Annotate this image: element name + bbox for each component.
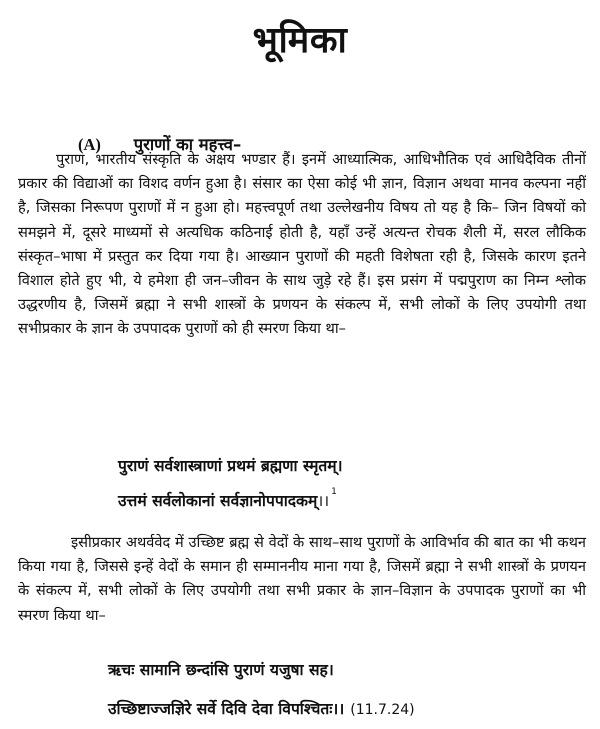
verse-line-2 [118,489,337,511]
verse-line-1: पुराणं सर्वशास्त्राणां प्रथमं ब्रह्मणा स्मृतम्। [118,457,343,475]
paragraph-atharvaveda: इसीप्रकार अथर्ववेद में उच्छिष्ट ब्रह्म से वेदों के साथ–साथ पुराणों के आविर्भाव की बात का भी कथन किया गया है, जिससे इन्हें वेदों के समान ही सम्माननीय माना गया है, जिसमें ब्रह्मा ने सभी शास्त्रों के प्रणयन के संकल्प में, सभी लोकों के लिए उपयोगी तथा सभी प्रकार के ज्ञान–विज्ञान के उपपादक पुराणों का भी स्मरण किया था– [18,534,586,624]
verse-line-2-danda: ।। [317,492,330,510]
verse-reference: (11.7.24) [350,702,415,718]
verse-line-3: ऋचः सामानि छन्दांसि पुराणं यजुषा सह। [108,661,334,679]
section-title: पुराणों का महत्त्व– [133,135,242,154]
page-title: भूमिका [252,20,348,61]
section-label: (A) [78,135,101,154]
verse-line-4 [108,697,415,719]
verse-line-4-text: उच्छिष्टाज्जज्ञिरे सर्वे दिवि देवा विपश्चितः।। [108,700,345,718]
verse-line-2-text: उत्तमं सर्वलोकानां सर्वज्ञानोपपादकम् [118,492,318,510]
paragraph-intro: पुराण, भारतीय संस्कृति के अक्षय भण्डार हैं। इनमें आध्यात्मिक, आधिभौतिक एवं आधिदैविक तीनों प्रकार की विद्याओं का विशद वर्णन हुआ है। संसार का ऐसा कोई भी ज्ञान, विज्ञान अथवा मानव कल्पना नहीं है, जिसका निरूपण पुराणों में न हुआ हो। महत्त्वपूर्ण तथा उल्लेखनीय विषय तो यह है कि– जिन विषयों को समझने में, दूसरे माध्यमों से अत्यधिक कठिनाई होती है, यहाँ उन्हें अत्यन्त रोचक शैली में, सरल लौकिक संस्कृत–भाषा में प्रस्तुत कर दिया गया है। आख्यान पुराणों की महती विशेषता रही है, जिसके कारण इतने विशाल होते हुए भी, ये हमेशा ही जन–जीवन के साथ जुड़े रहे हैं। इस प्रसंग में पद्मपुराण का निम्न श्लोक उद्धरणीय है, जिसमें ब्रह्मा ने सभी शास्त्रों के प्रणयन के संकल्प में, सभी लोकों के लिए उपयोगी तथा सभीप्रकार के ज्ञान के उपपादक पुराणों को ही स्मरण किया था– [18,151,586,338]
footnote-marker: 1 [331,487,337,497]
